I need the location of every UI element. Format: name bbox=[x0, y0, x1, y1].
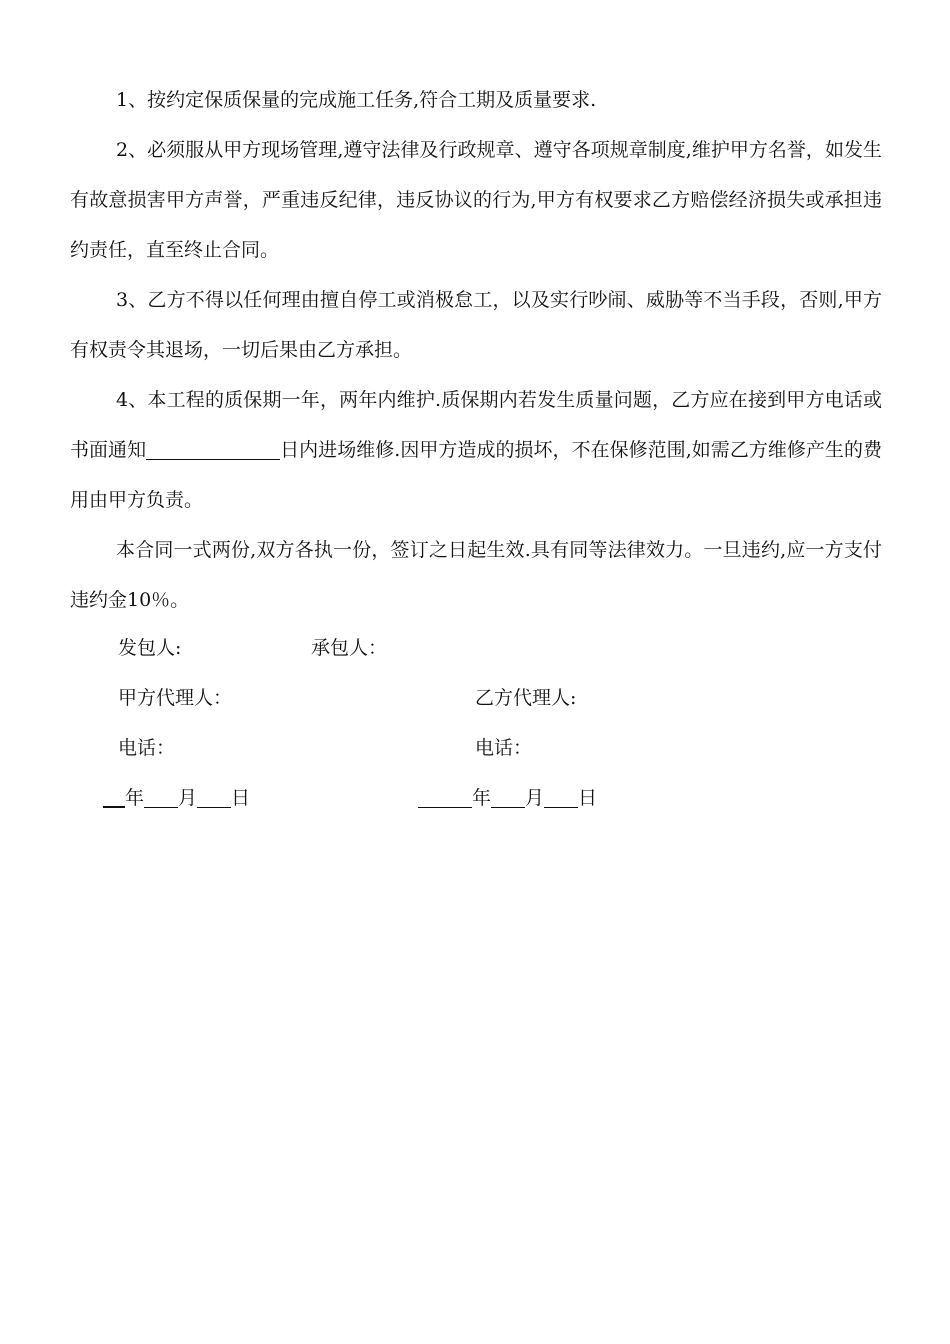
clause-4-text-before: 4、本工程的质保期一年，两年内维护.质保期内若发生质量问题，乙方应在接到甲方电话或书面通知 bbox=[70, 389, 882, 461]
party-a-agent-label: 甲方代理人： bbox=[118, 687, 233, 709]
party-b-agent-label: 乙方代理人: bbox=[475, 687, 577, 709]
clause-2: 2、必须服从甲方现场管理,遵守法律及行政规章、遵守各项规章制度,维护甲方名誉，如发生有故意损害甲方声誉，严重违反纪律，违反协议的行为,甲方有权要求乙方赔偿经济损失或承担违约责任，直至终止合同。 bbox=[70, 139, 882, 261]
year-label-b: 年 bbox=[472, 787, 492, 809]
date-b bbox=[418, 785, 597, 811]
year-blank-b bbox=[418, 787, 472, 808]
month-blank-b bbox=[491, 787, 525, 808]
clause-4-text-after: 日内进场维修.因甲方造成的损坏，不在保修范围,如需乙方维修产生的费用由甲方负责。 bbox=[70, 439, 882, 511]
year-blank-a bbox=[103, 786, 125, 808]
month-label-b: 月 bbox=[525, 787, 545, 809]
date-a bbox=[103, 785, 250, 811]
year-label-a: 年 bbox=[125, 787, 145, 809]
day-label-b: 日 bbox=[578, 787, 598, 809]
phone-b-label: 电话： bbox=[475, 737, 533, 759]
phone-a-label: 电话： bbox=[118, 737, 176, 759]
month-blank-a bbox=[144, 787, 178, 808]
clause-1: 1、按约定保质保量的完成施工任务,符合工期及质量要求. bbox=[116, 89, 597, 111]
contractor-label: 承包人： bbox=[311, 637, 388, 659]
clause-4 bbox=[70, 375, 882, 525]
issuer-label: 发包人: bbox=[118, 637, 182, 659]
day-blank-b bbox=[544, 787, 578, 808]
day-blank-a bbox=[197, 787, 231, 808]
clause-3: 3、乙方不得以任何理由擅自停工或消极怠工，以及实行吵闹、威胁等不当手段，否则,甲方有权责令其退场，一切后果由乙方承担。 bbox=[70, 289, 882, 361]
day-label-a: 日 bbox=[231, 787, 251, 809]
month-label-a: 月 bbox=[178, 787, 198, 809]
contract-copies-clause: 本合同一式两份,双方各执一份，签订之日起生效.具有同等法律效力。一旦违约,应一方支付违约金10％。 bbox=[70, 539, 882, 611]
days-blank bbox=[146, 439, 280, 460]
